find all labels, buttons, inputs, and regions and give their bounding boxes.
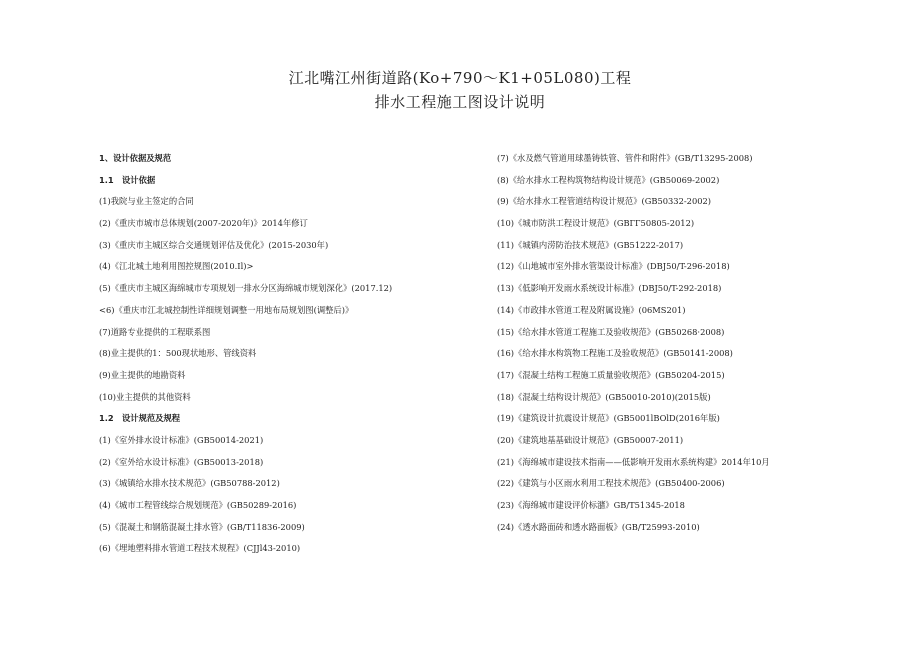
reference-item: (8)《给水排水工程构筑物结构设计规范》(GB50069-2002) [497,174,720,185]
reference-item: (7)《水及燃气管道用球墨铸铁管、管件和附件》(GB/T13295-2008) [497,153,753,163]
reference-item: (22)《建筑与小区雨水利用工程技术规范》(GB50400-2006) [497,478,725,489]
reference-item: (17)《混凝土结构工程施工质量验收规范》(GB50204-2015) [497,369,725,380]
reference-item: (9)业主提供的地勘资料 [99,369,186,380]
reference-item: (14)《市政排水管道工程及附属设施》(06MS201) [497,304,686,315]
reference-item: (4)《江北城土地利用图控规图(2010.Il)> [99,261,254,272]
reference-item: (6)《埋地塑料排水管道工程技术规程》(CJJl43-2010) [99,543,301,554]
reference-item: (2)《重庆市城市总体规划(2007-2020年)》2014年修订 [99,218,308,229]
reference-item: (3)《城镇给水排水技术规范》(GB50788-2012) [99,478,280,489]
reference-item: (18)《混凝土结构设计规范》(GB50010-2010)(2015版) [497,391,711,402]
reference-item: (19)《建筑设计抗震设计规范》(GB5001lBOlD(2016年版) [497,413,720,424]
reference-item: <6)《重庆市江北城控制性详细规划调整一用地布局规划图(调整后)》 [99,304,354,315]
reference-item: (9)《给水排水工程管道结构设计规范》(GB50332-2002) [497,196,712,207]
document-subtitle: 排水工程施工图设计说明 [374,93,546,111]
section-heading: 1.2 设计规范及规程 [99,413,181,424]
reference-item: (23)《海绵城市建设评价标潴》GB/T51345-2018 [497,500,685,510]
reference-item: (3)《重庆市主城区综合交通规划评估及优化》(2015-2030年) [99,239,329,250]
reference-item: (4)《城市工程管线综合规划规范》(GB50289-2016) [99,500,297,510]
reference-item: (21)《海绵城市建设技术指南——低影响开发雨水系统构建》2014年10月 [497,456,770,467]
reference-item: (13)《低影响开发雨水系统设计标准》(DBJ50/T-292-2018) [497,283,722,294]
reference-item: (12)《山地城市室外排水管渠设计标准》(DBJ50/T-296-2018) [497,261,730,272]
reference-item: (2)《室外给水设计标准》(GB50013-2018) [99,456,264,467]
document-title: 江北嘴江州街道路(Ko+790～K1+05L080)工程 [288,69,632,87]
reference-item: (5)《重庆市主城区海绵城市专项规划一排水分区海绵城市规划深化》(2017.12) [99,283,393,294]
left-column [99,148,479,560]
reference-item: (15)《给水排水管道工程施工及验收规范》(GB50268·2008) [497,326,725,337]
reference-item: (5)《混凝土和钢筋混凝土排水管》(GB/T11836-2009) [99,521,305,532]
reference-item: (10)业主提供的其他资料 [99,391,191,402]
reference-item: (1)我院与业主签定的合同 [99,196,194,207]
reference-item: (20)《建筑地基基础设计规范》(GB50007-2011) [497,434,684,445]
right-column [497,148,907,538]
reference-item: (7)道路专业提供的工程联系图 [99,326,211,337]
reference-item: (8)业主提供的1：500现状地形、管线资料 [99,348,257,359]
reference-item: (16)《给水排水构筑物工程施工及验收规范》(GB50141-2008) [497,348,733,359]
reference-item: (1)《室外排水设计标准》(GB50014-2021) [99,434,264,445]
section-heading: 1、设计依据及规范 [99,153,172,163]
reference-item: (10)《城市防洪工程设计规范》(GBГГ50805-2012) [497,218,695,229]
reference-item: (24)《透水路面砖和透水路面板》(GB/T25993-2010) [497,521,700,532]
reference-item: (11)《城镇内涝防治技术规范》(GB51222-2017) [497,239,684,250]
section-heading: 1.1 设计依据 [99,174,156,185]
